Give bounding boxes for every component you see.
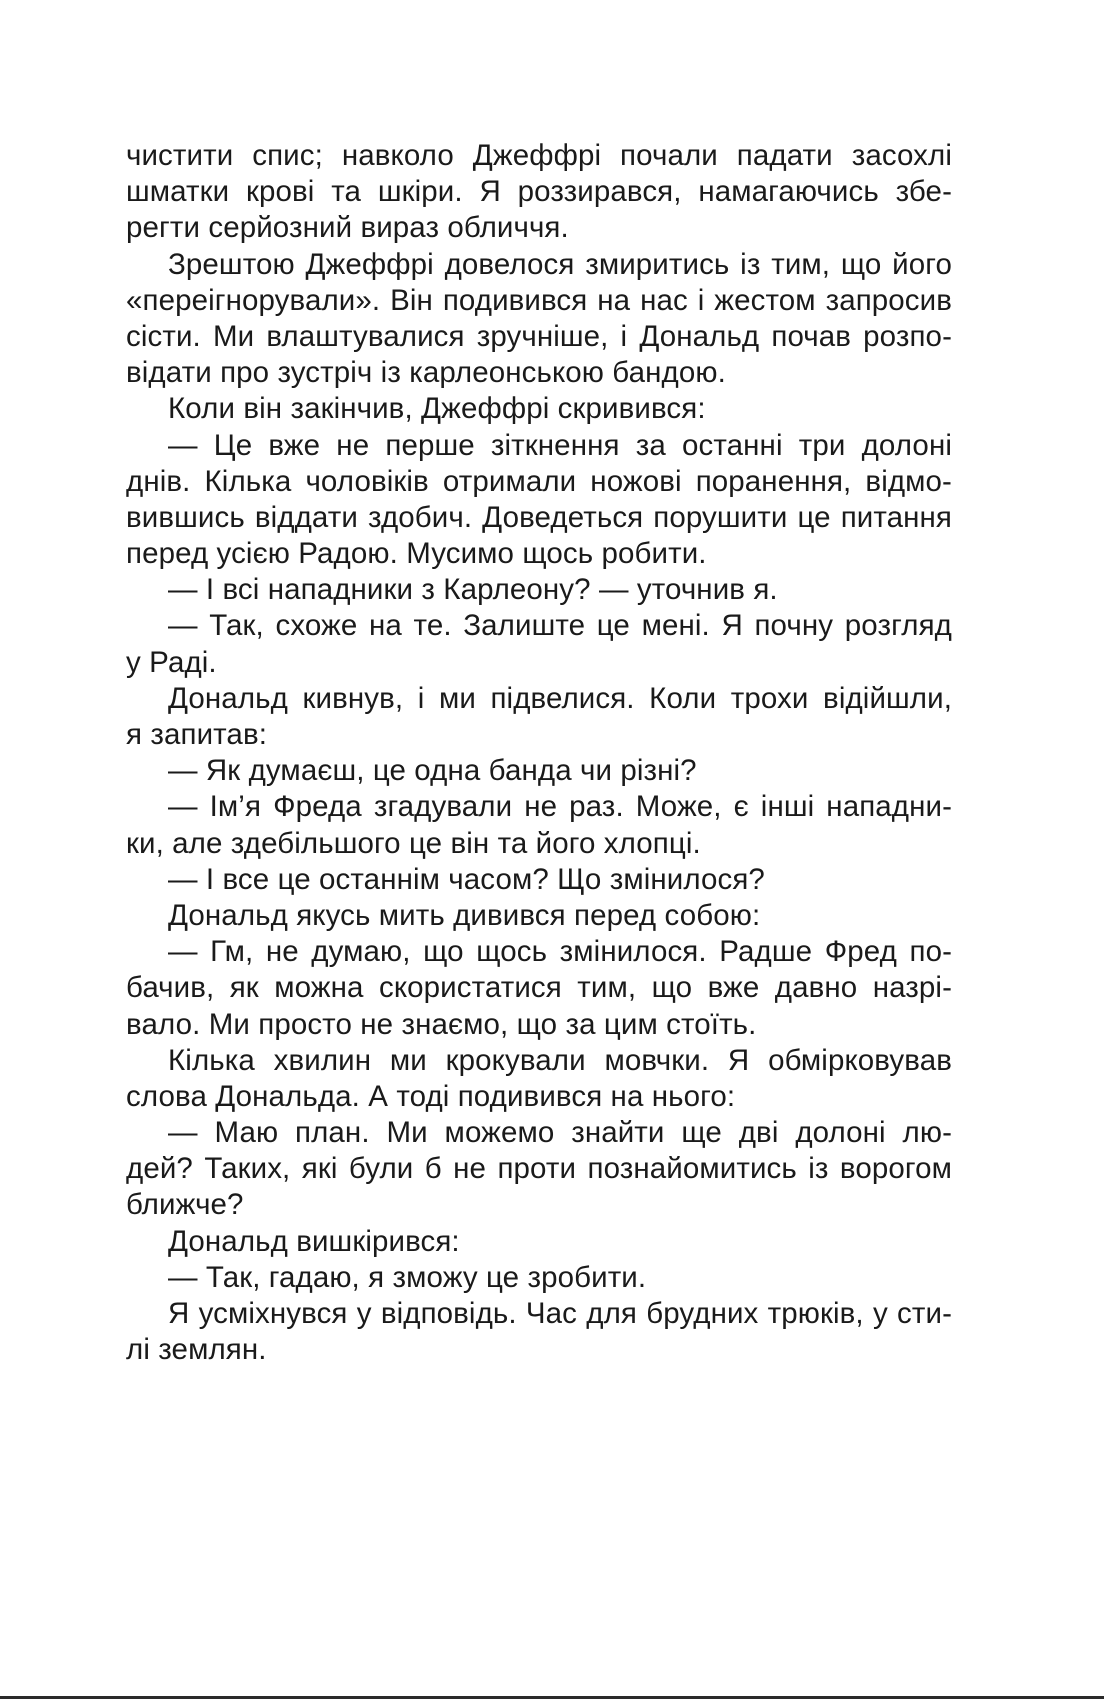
text-line: вало. Ми просто не знаємо, що за цим стоїть.: [126, 1007, 757, 1041]
text-line: слова Дональда. А тоді подивився на нього:: [126, 1079, 736, 1113]
text-line: у Раді.: [126, 645, 217, 679]
text-line: Кілька хвилин ми крокували мовчки. Я обмірковував: [168, 1043, 952, 1077]
text-line: днів. Кілька чоловіків отримали ножові поранення, відмо-: [126, 464, 952, 498]
text-line: дей? Таких, які були б не проти познайомитись із ворогом: [126, 1152, 952, 1186]
text-line: бачив, як можна скористатися тим, що вже давно назрі-: [126, 971, 952, 1005]
text-line: перед усією Радою. Мусимо щось робити.: [126, 537, 707, 571]
text-line: шматки крові та шкіри. Я роззирався, намагаючись збе-: [126, 175, 952, 209]
text-line: Дональд кивнув, і ми підвелися. Коли трохи відійшли,: [168, 681, 952, 715]
text-line: Дональд якусь мить дивився перед собою:: [168, 898, 761, 932]
text-line: — Маю план. Ми можемо знайти ще дві долоні лю-: [168, 1116, 952, 1150]
text-line: — Так, схоже на те. Залиште це мені. Я почну розгляд: [168, 609, 952, 643]
text-line: вившись віддати здобич. Доведеться порушити це питання: [126, 500, 952, 534]
text-line: сісти. Ми влаштувалися зручніше, і Дональд почав розпо-: [126, 319, 952, 353]
text-line: — Це вже не перше зіткнення за останні три долоні: [168, 428, 952, 462]
text-line: — Гм, не думаю, що щось змінилося. Радше Фред по-: [168, 935, 952, 969]
text-line: ближче?: [126, 1188, 244, 1222]
bottom-edge-rule: [0, 1696, 1104, 1699]
page-body-text: [126, 138, 952, 1368]
text-line: відати про зустріч із карлеонською бандою.: [126, 356, 726, 390]
text-line: — Ім’я Фреда згадували не раз. Може, є інші нападни-: [168, 790, 952, 824]
text-line: — І всі нападники з Карлеону? — уточнив я.: [168, 573, 778, 607]
text-line: чистити спис; навколо Джеффрі почали падати засохлі: [126, 139, 952, 172]
text-line: Дональд вишкірився:: [168, 1224, 460, 1258]
text-line: Коли він закінчив, Джеффрі скривився:: [168, 392, 706, 426]
text-line: — Як думаєш, це одна банда чи різні?: [168, 754, 697, 788]
text-line: регти серйозний вираз обличчя.: [126, 211, 569, 245]
text-line: Зрештою Джеффрі довелося змиритись із тим, що його: [168, 247, 952, 281]
text-line: ки, але здебільшого це він та його хлопці.: [126, 826, 701, 860]
text-line: я запитав:: [126, 718, 268, 751]
text-line: лі землян.: [126, 1333, 267, 1367]
text-line: — І все це останнім часом? Що змінилося?: [168, 862, 765, 896]
text-line: — Так, гадаю, я зможу це зробити.: [168, 1260, 647, 1294]
text-line: Я усміхнувся у відповідь. Час для брудних трюків, у сти-: [168, 1297, 952, 1330]
text-line: «переігнорували». Він подивився на нас і жестом запросив: [126, 283, 952, 317]
